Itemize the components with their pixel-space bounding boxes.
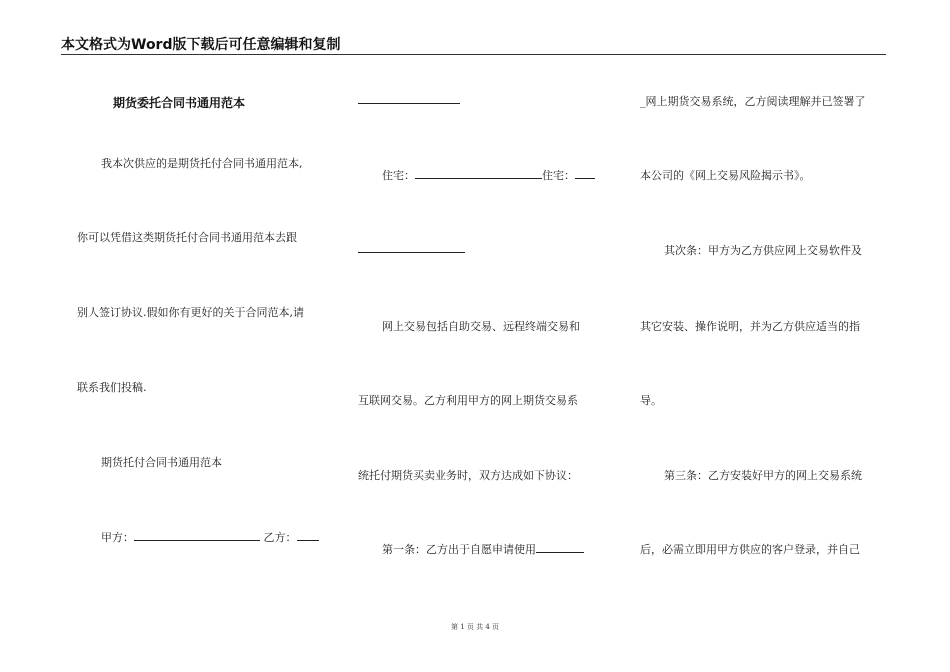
col2-line-3: 统托付期货买卖业务时，双方达成如下协议： <box>358 469 578 482</box>
col3-line-4: 其它安装、操作说明，并为乙方供应适当的指 <box>640 320 860 333</box>
col3-line-5: 导。 <box>640 394 662 407</box>
col1-paragraph-line-4: 联系我们投稿. <box>77 381 147 394</box>
party-b-blank <box>297 530 319 541</box>
header-divider <box>61 54 886 55</box>
party-a-blank <box>134 530 260 541</box>
col2-line-4-blank <box>536 542 584 553</box>
col2-line-1: 网上交易包括自助交易、远程终端交易和 <box>382 320 580 333</box>
col2-blank-line-1 <box>358 103 460 104</box>
col2-line-2: 互联网交易。乙方利用甲方的网上期货交易系 <box>358 394 578 407</box>
residence-a-label: 住宅： <box>382 169 415 182</box>
residence-b-label: 住宅： <box>542 169 575 182</box>
residence-a-blank <box>415 168 542 179</box>
col3-line-6: 第三条：乙方安装好甲方的网上交易系统 <box>664 469 862 482</box>
col3-line-1: _网上期货交易系统，乙方阅读理解并已签署了 <box>640 95 866 108</box>
residence-b-blank <box>575 168 595 179</box>
col1-paragraph-line-3: 别人签订协议.假如你有更好的关于合同范本,请 <box>77 306 304 319</box>
party-a-label: 甲方： <box>101 531 134 544</box>
party-line <box>101 529 319 545</box>
document-title: 期货委托合同书通用范本 <box>113 96 246 110</box>
col3-line-3: 其次条：甲方为乙方供应网上交易软件及 <box>664 244 862 257</box>
col2-blank-line-2 <box>358 252 465 253</box>
col1-paragraph-line-1: 我本次供应的是期货托付合同书通用范本, <box>101 157 303 170</box>
col1-paragraph-line-2: 你可以凭借这类期货托付合同书通用范本去跟 <box>77 231 297 244</box>
party-b-label: 乙方： <box>263 531 297 544</box>
col2-line-4 <box>382 541 584 557</box>
col1-subtitle: 期货托付合同书通用范本 <box>101 456 222 469</box>
header-title: 本文格式为Word版下载后可任意编辑和复制 <box>61 37 341 53</box>
col3-line-7: 后，必需立即用甲方供应的客户登录，并自己 <box>640 543 860 556</box>
page-footer: 第 1 页 共 4 页 <box>450 623 500 631</box>
col3-line-2: 本公司的《网上交易风险揭示书》。 <box>640 169 811 182</box>
col2-line-4-text: 第一条：乙方出于自愿申请使用 <box>382 543 536 556</box>
residence-line <box>382 167 595 183</box>
